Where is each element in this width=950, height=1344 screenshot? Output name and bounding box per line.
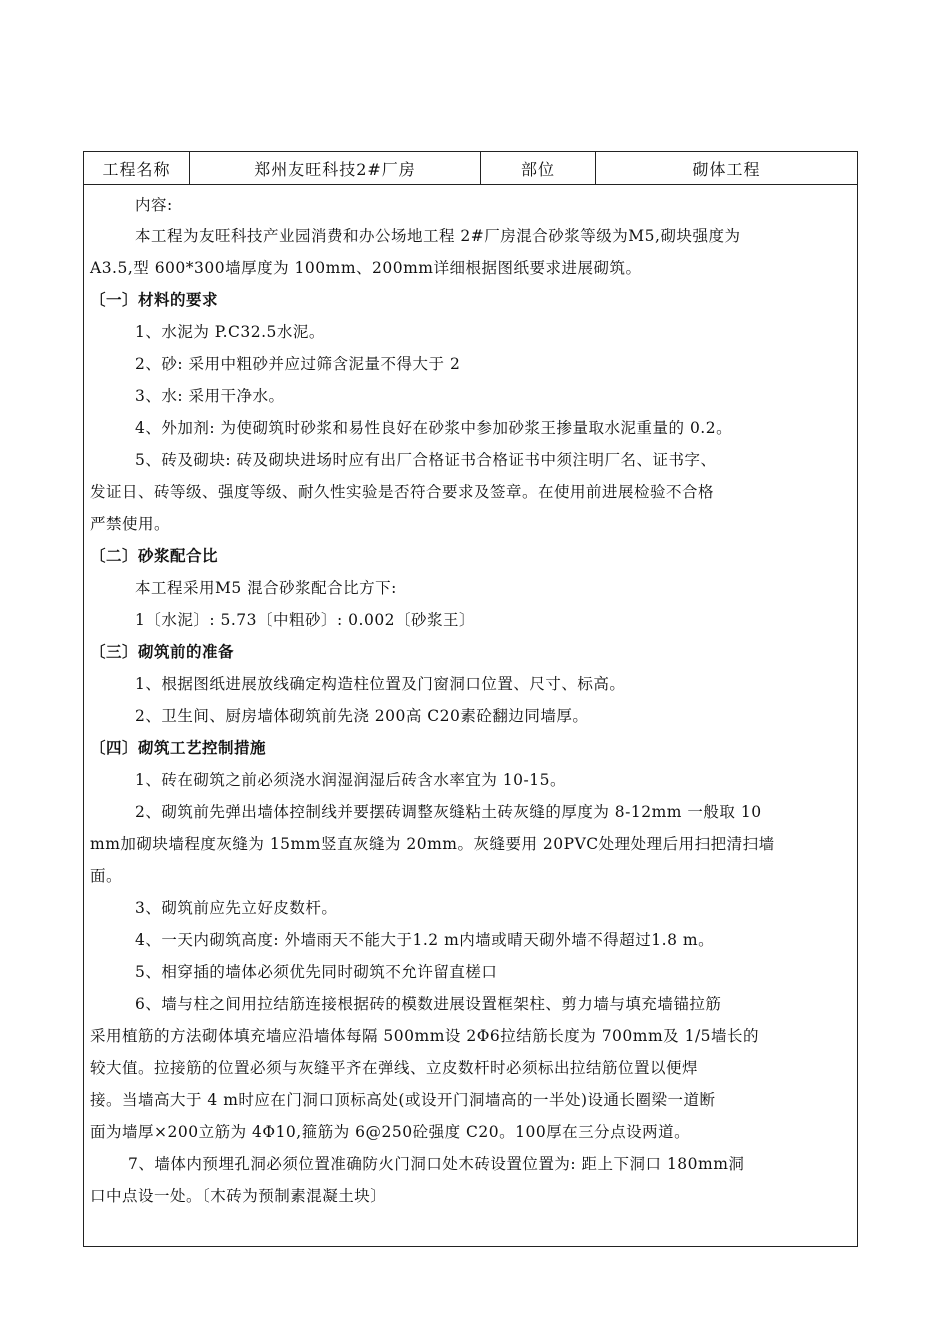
location-label: 部位: [481, 152, 596, 184]
s1-item-5-line-3: 严禁使用。: [90, 515, 171, 533]
s1-item-2: 2、砂: 采用中粗砂并应过筛含泥量不得大于 2: [135, 355, 461, 373]
content-body: [90, 184, 849, 1246]
s4-item-6-line-2: 采用植筋的方法砌体填充墙应沿墙体每隔 500mm设 2Φ6拉结筋长度为 700mm及 1/5墙长的: [90, 1027, 760, 1045]
s3-item-1: 1、根据图纸进展放线确定构造柱位置及门窗洞口位置、尺寸、标高。: [135, 675, 626, 693]
intro-line-1: 本工程为友旺科技产业园消费和办公场地工程 2#厂房混合砂浆等级为M5,砌块强度为: [135, 227, 741, 245]
s4-item-6-line-5: 面为墙厚×200立筋为 4Φ10,箍筋为 6@250砼强度 C20。100厚在三分点设两道。: [90, 1123, 691, 1141]
s4-item-2-line-1: 2、砌筑前先弹出墙体控制线并要摆砖调整灰缝粘土砖灰缝的厚度为 8-12mm 一般取 10: [135, 803, 762, 821]
s2-line-2: 1〔水泥〕: 5.73〔中粗砂〕: 0.002〔砂浆王〕: [135, 611, 476, 629]
s4-item-2-line-3: 面。: [90, 867, 123, 885]
s4-item-7-line-2: 口中点设一处。〔木砖为预制素混凝土块〕: [90, 1187, 387, 1205]
s4-item-7-line-1: 7、墙体内预埋孔洞必须位置准确防火门洞口处木砖设置位置为: 距上下洞口 180mm洞: [128, 1155, 745, 1173]
s4-item-2-line-2: mm加砌块墙程度灰缝为 15mm竖直灰缝为 20mm。灰缝要用 20PVC处理处理后用扫把清扫墙: [90, 835, 775, 853]
s4-item-4: 4、一天内砌筑高度: 外墙雨天不能大于1.2 m内墙或晴天砌外墙不得超过1.8 m。: [135, 931, 715, 949]
s1-item-5-line-2: 发证日、砖等级、强度等级、耐久性实验是否符合要求及签章。在使用前进展检验不合格: [90, 483, 715, 501]
header-row: [84, 152, 857, 185]
section-3-title: 〔三〕砌筑前的准备: [90, 643, 235, 661]
intro-label: 内容:: [135, 196, 173, 214]
project-name-label: 工程名称: [84, 152, 190, 184]
intro-line-2: A3.5,型 600*300墙厚度为 100mm、200mm详细根据图纸要求进展砌筑。: [90, 259, 642, 277]
s1-item-4: 4、外加剂: 为使砌筑时砂浆和易性良好在砂浆中参加砂浆王掺量取水泥重量的 0.2。: [135, 419, 733, 437]
s4-item-5: 5、相穿插的墙体必须优先同时砌筑不允许留直槎口: [135, 963, 498, 981]
section-2-title: 〔二〕砂浆配合比: [90, 547, 219, 565]
s3-item-2: 2、卫生间、厨房墙体砌筑前先浇 200高 C20素砼翻边同墙厚。: [135, 707, 589, 725]
section-1-title: 〔一〕材料的要求: [90, 291, 219, 309]
document-table: [83, 151, 858, 1247]
s4-item-6-line-1: 6、墙与柱之间用拉结筋连接根据砖的模数进展设置框架柱、剪力墙与填充墙锚拉筋: [135, 995, 722, 1013]
s1-item-5-line-1: 5、砖及砌块: 砖及砌块进场时应有出厂合格证书合格证书中须注明厂名、证书字、: [135, 451, 717, 469]
s4-item-6-line-3: 较大值。拉接筋的位置必须与灰缝平齐在弹线、立皮数杆时必须标出拉结筋位置以便焊: [90, 1059, 699, 1077]
section-4-title: 〔四〕砌筑工艺控制措施: [90, 739, 267, 757]
s2-line-1: 本工程采用M5 混合砂浆配合比方下:: [135, 579, 397, 597]
s4-item-6-line-4: 接。当墙高大于 4 m时应在门洞口顶标高处(或设开门洞墙高的一半处)设通长圈梁一道断: [90, 1091, 716, 1109]
s1-item-1: 1、水泥为 P.C32.5水泥。: [135, 323, 325, 341]
project-name-value: 郑州友旺科技2#厂房: [190, 152, 481, 184]
s1-item-3: 3、水: 采用干净水。: [135, 387, 285, 405]
s4-item-3: 3、砌筑前应先立好皮数杆。: [135, 899, 338, 917]
s4-item-1: 1、砖在砌筑之前必须浇水润湿润湿后砖含水率宜为 10-15。: [135, 771, 566, 789]
location-value: 砌体工程: [692, 159, 761, 179]
